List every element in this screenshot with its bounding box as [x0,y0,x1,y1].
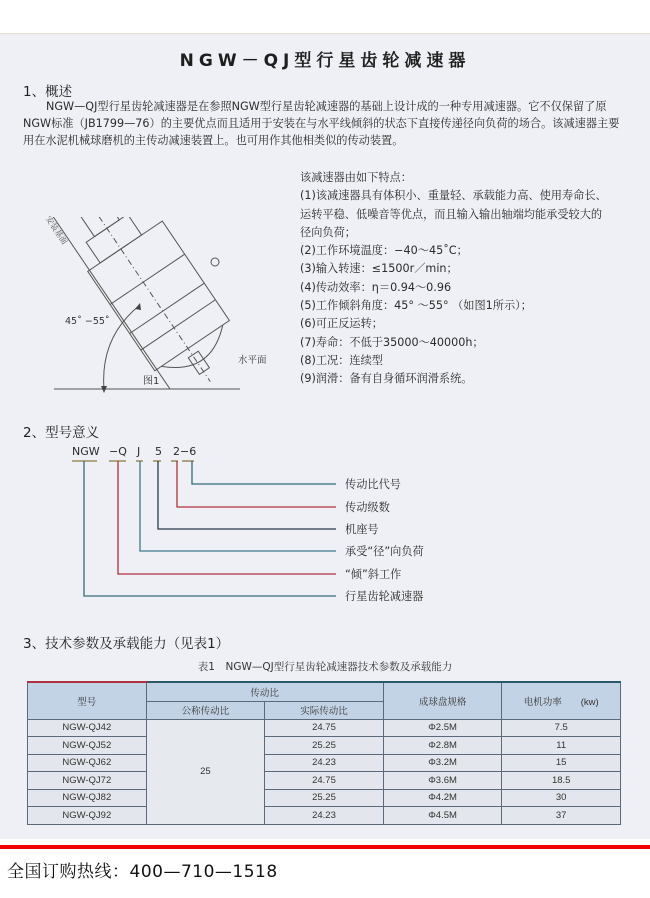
leader-line [192,461,336,484]
cell-power: 11 [502,737,621,755]
cell-spec: Φ4.5M [383,807,502,825]
table-row [28,737,621,755]
code-part-ngw: NGW [72,445,100,458]
cell-spec: Φ2.8M [383,737,502,755]
table-row [28,754,621,772]
section-2-heading: 2、型号意义 [23,425,100,441]
table-row [28,772,621,790]
meaning-frame-size: 机座号 [345,523,379,536]
cell-spec: Φ2.5M [383,719,502,737]
mount-base-label: 安装基面 [43,214,70,247]
cell-spec: Φ3.6M [383,772,502,790]
leader-line [118,461,336,574]
header-model: 型号 [28,682,147,719]
model-code-diagram [0,34,650,634]
header-actual-ratio: 实际传动比 [265,701,384,719]
code-part-2-6: 2−6 [173,445,197,458]
header-ratio-group: 传动比 [146,682,383,701]
cell-power: 37 [502,807,621,825]
code-part-5: 5 [155,445,162,458]
page-title: NGW－QJ型行星齿轮减速器 [179,51,471,71]
cell-model: NGW-QJ82 [28,789,147,807]
cell-actual: 24.75 [265,719,384,737]
feature-item: (2)工作环境温度：−40～45˚C； [300,244,468,258]
header-motor-power: 电机功率 (kw) [502,682,621,719]
meaning-planetary: 行星齿轮减速器 [345,590,424,603]
cell-actual: 24.75 [265,772,384,790]
feature-item: (5)工作倾斜角度：45° ～55° （如图1所示）； [300,299,532,313]
leader-line [140,461,336,551]
table-caption: 表1 NGW—QJ型行星齿轮减速器技术参数及承载能力 [197,661,453,673]
cell-model: NGW-QJ62 [28,754,147,772]
feature-item: 运转平稳、低噪音等优点，而且输入输出轴端均能承受较大的 [300,207,603,221]
meaning-stages: 传动级数 [345,501,390,514]
section-3-heading: 3、技术参数及承载能力（见表1） [23,636,230,652]
cell-spec: Φ3.2M [383,754,502,772]
feature-item: (7)寿命：不低于35000～40000h； [300,335,484,349]
meaning-inclined: “倾”斜工作 [345,568,402,581]
angle-label: 45˚ −55˚ [65,316,110,327]
overview-text: NGW—QJ型行星齿轮减速器是在参照NGW型行星齿轮减速器的基础上设计成的一种专用减速器。它不仅保留了原NGW标准（JB1799—76）的主要优点而且适用于安装在与水平线倾斜的状态下直接传递径向负荷的场合。该减速器主要用在水泥机械球磨机的主传动减速装置上。也可用作其他相类似的传动装置。 [23,100,620,147]
document-sheet [0,33,650,839]
figure-caption: 图1 [143,376,160,387]
cell-spec: Φ4.2M [383,789,502,807]
feature-item: (9)润滑：备有自身循环润滑系统。 [300,372,473,386]
cell-actual: 24.23 [265,754,384,772]
cell-power: 18.5 [502,772,621,790]
red-divider [0,845,650,849]
feature-item: (1)该减速器具有体积小、重量轻、承载能力高、使用寿命长、 [300,189,607,203]
feature-item: (4)传动效率：η＝0.94～0.96 [300,280,452,294]
feature-item: (8)工况：连续型 [300,353,383,367]
leader-line [158,461,336,529]
cell-power: 7.5 [502,719,621,737]
header-mill-spec: 成球盘规格 [383,682,502,719]
cell-actual: 24.23 [265,807,384,825]
table-row [28,719,621,737]
cell-model: NGW-QJ42 [28,719,147,737]
section-1-heading: 1、概述 [23,84,73,100]
table-row [28,807,621,825]
header-nominal-ratio: 公称传动比 [146,701,265,719]
cell-actual: 25.25 [265,737,384,755]
code-part-j: J [137,445,141,458]
cell-actual: 25.25 [265,789,384,807]
spec-table [27,681,621,825]
cell-model: NGW-QJ52 [28,737,147,755]
meaning-radial-load: 承受“径”向负荷 [345,545,424,558]
cell-power: 30 [502,789,621,807]
features-intro: 该减速器由如下特点： [300,171,412,184]
feature-item: (6)可正反运转； [300,317,383,331]
table-row [28,789,621,807]
order-hotline: 全国订购热线：400—710—1518 [7,862,278,882]
feature-item: 径向负荷； [300,225,356,239]
cell-model: NGW-QJ92 [28,807,147,825]
cell-model: NGW-QJ72 [28,772,147,790]
meaning-ratio-code: 传动比代号 [345,478,401,491]
feature-item: (3)输入转速：≤1500r／min； [300,262,458,276]
cell-nominal-ratio: 25 [146,719,265,824]
code-part-q: −Q [109,445,127,458]
cell-power: 15 [502,754,621,772]
horizontal-label: 水平面 [238,355,267,366]
